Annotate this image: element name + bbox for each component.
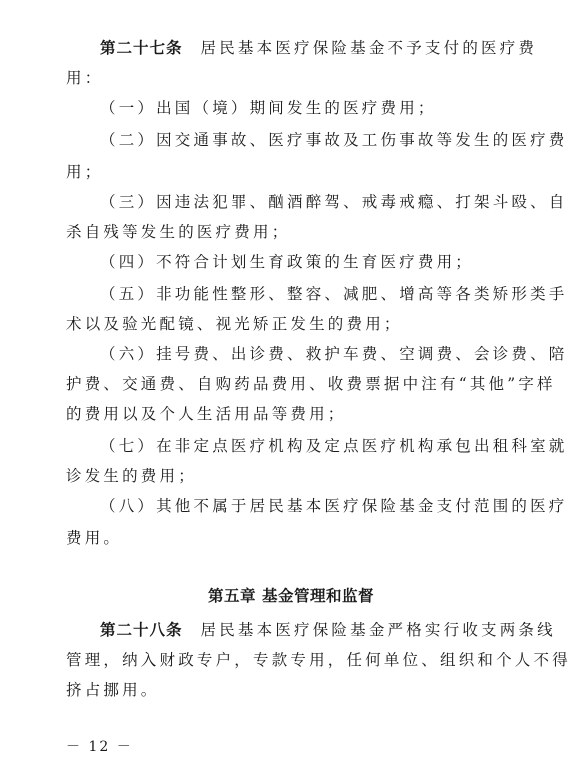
article-28-title: 第二十八条 — [100, 621, 183, 639]
article-27-item-5: （五）非功能性整形、整容、减肥、增高等各类矫形类手 — [100, 285, 568, 303]
article-27-item-7: （七）在非定点医疗机构及定点医疗机构承包出租科室就 — [100, 437, 568, 455]
article-28-line-3: 挤占挪用。 — [66, 681, 160, 699]
article-27-item-6-cont-2: 的费用以及个人生活用品等费用； — [66, 405, 347, 423]
article-27-line-2: 用： — [66, 69, 104, 87]
article-28-line-2: 管理，纳入财政专户，专款专用，任何单位、组织和个人不得 — [66, 651, 571, 669]
article-27-item-3: （三）因违法犯罪、酗酒醉驾、戒毒戒瘾、打架斗殴、自 — [100, 193, 568, 211]
article-27-item-7-cont: 诊发生的费用； — [66, 467, 197, 485]
article-28-text: 居民基本医疗保险基金严格实行收支两条线 — [200, 621, 556, 639]
article-27-item-8: （八）其他不属于居民基本医疗保险基金支付范围的医疗 — [100, 497, 568, 515]
article-27-item-2: （二）因交通事故、医疗事故及工伤事故等发生的医疗费 — [100, 131, 568, 149]
chapter-5-heading: 第五章 基金管理和监督 — [208, 587, 374, 605]
page-number: － 12 － — [66, 739, 133, 755]
article-27-text: 居民基本医疗保险基金不予支付的医疗费 — [200, 39, 538, 57]
article-27-item-6-cont-1: 护费、交通费、自购药品费用、收费票据中注有“其他”字样 — [66, 375, 556, 393]
article-27-item-3-cont: 杀自残等发生的医疗费用； — [66, 223, 291, 241]
article-27-item-4: （四）不符合计划生育政策的生育医疗费用； — [100, 253, 475, 271]
article-27-item-2-cont: 用； — [66, 163, 104, 181]
article-27-item-5-cont: 术以及验光配镜、视光矫正发生的费用； — [66, 315, 403, 333]
article-27-item-1: （一）出国（境）期间发生的医疗费用； — [100, 99, 437, 117]
article-27-item-6: （六）挂号费、出诊费、救护车费、空调费、会诊费、陪 — [100, 345, 568, 363]
article-27-line-1 — [100, 38, 550, 58]
article-27-item-8-cont: 费用。 — [66, 529, 123, 547]
article-28-line-1 — [100, 620, 556, 640]
article-27-title: 第二十七条 — [100, 39, 183, 57]
